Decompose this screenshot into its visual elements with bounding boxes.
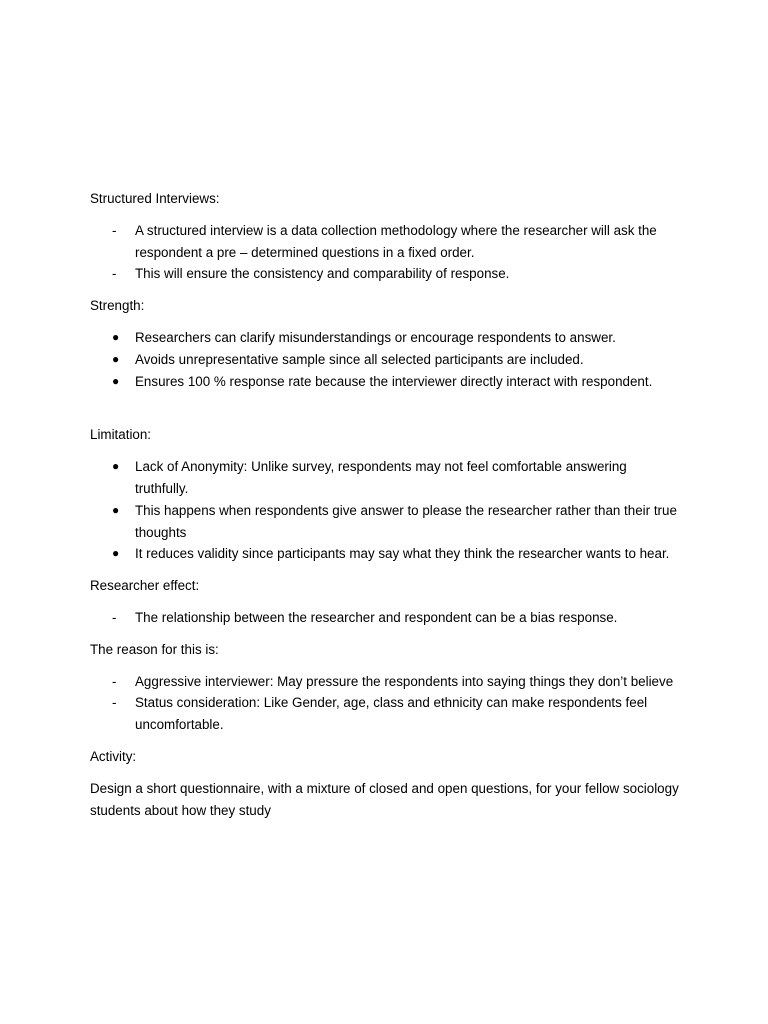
heading-limitation: Limitation: xyxy=(90,427,152,443)
list-item: - A structured interview is a data collection methodology where the researcher will ask the respondent a pre – determined questions in a fixed order. xyxy=(90,220,680,264)
heading-structured-interviews: Structured Interviews: xyxy=(90,191,220,206)
dash-marker: - xyxy=(112,266,117,282)
list-item: - This will ensure the consistency and comparability of response. xyxy=(90,263,680,285)
heading-strength: Strength: xyxy=(90,298,145,314)
list-item: ● This happens when respondents give answer to please the researcher rather than their true thoughts xyxy=(90,500,680,544)
activity-body: Design a short questionnaire, with a mixture of closed and open questions, for your fellow sociology students about how they study xyxy=(90,780,679,818)
dash-marker: - xyxy=(112,222,117,238)
list-item: - Status consideration: Like Gender, age, class and ethnicity can make respondents feel uncomfortable. xyxy=(90,692,680,736)
dash-marker: - xyxy=(112,609,117,625)
heading-activity: Activity: xyxy=(90,748,137,764)
dash-marker: - xyxy=(112,695,117,711)
reason-list xyxy=(90,671,680,736)
structured-interviews-list xyxy=(90,220,680,285)
bullet-marker: ● xyxy=(112,329,120,344)
dash-marker: - xyxy=(112,673,117,689)
bullet-marker: ● xyxy=(112,351,120,366)
document-page xyxy=(90,188,680,831)
heading-researcher-effect: Researcher effect: xyxy=(90,578,200,594)
bullet-marker: ● xyxy=(112,502,120,517)
list-item: ● It reduces validity since participants may say what they think the researcher wants to hear. xyxy=(90,543,680,565)
blank-line xyxy=(90,402,680,424)
bullet-marker: ● xyxy=(112,373,120,388)
list-item: ● Avoids unrepresentative sample since all selected participants are included. xyxy=(90,349,680,371)
bullet-marker: ● xyxy=(112,459,120,474)
bullet-marker: ● xyxy=(112,546,120,561)
list-item: - The relationship between the researcher and respondent can be a bias response. xyxy=(90,607,680,629)
limitation-list xyxy=(90,456,680,565)
list-item: - Aggressive interviewer: May pressure the respondents into saying things they don’t believe xyxy=(90,671,680,693)
list-item: ● Researchers can clarify misunderstandings or encourage respondents to answer. xyxy=(90,327,680,349)
heading-reason: The reason for this is: xyxy=(90,641,219,657)
list-item: ● Ensures 100 % response rate because the interviewer directly interact with respondent. xyxy=(90,371,680,393)
strength-list xyxy=(90,327,680,392)
list-item: ● Lack of Anonymity: Unlike survey, respondents may not feel comfortable answering truthfully. xyxy=(90,456,680,500)
researcher-effect-list xyxy=(90,607,680,629)
